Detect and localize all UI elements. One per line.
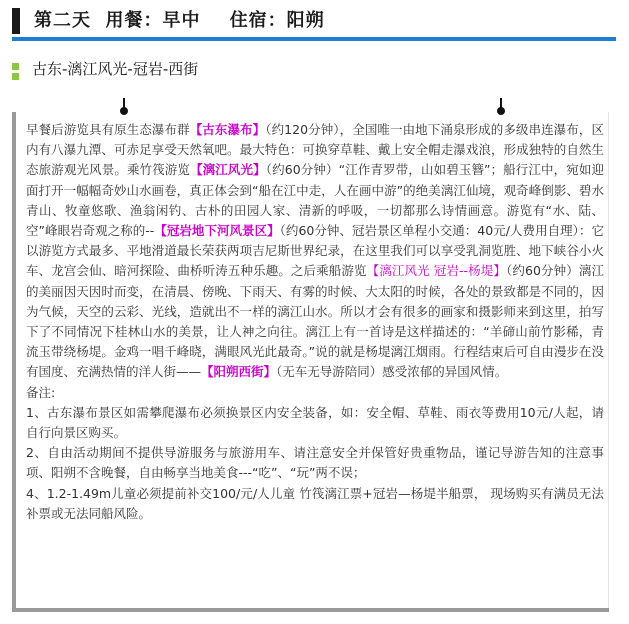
day-header — [0, 0, 629, 40]
itinerary-text — [26, 120, 604, 524]
frame-bottom-border — [12, 608, 609, 612]
itinerary-frame — [12, 112, 609, 612]
note-item-4: 4、1.2-1.49m儿童必须提前补交100/元/人儿童 竹筏漓江票+冠岩—杨堤半船票， 现场购买有满员无法补票或无法同船风险。 — [26, 485, 604, 521]
header-marker — [12, 8, 20, 34]
spot-lijiang-guanyan: 【漓江风光 冠岩--杨堤】 — [366, 263, 507, 279]
note-item-2: 2、自由活动期间不提供导游服务与旅游用车、请注意安全并保管好贵重物品，谨记导游告知的注意事项、阳朔不含晚餐，自由畅享当地美食---“吃”、“玩”两不误； — [26, 445, 604, 481]
spot-west-street: 【阳朔西街】 — [201, 364, 277, 380]
bullet-square-icon — [12, 63, 19, 70]
pin-marker-icon — [500, 98, 502, 111]
header-divider — [12, 37, 616, 41]
frame-right-border — [608, 112, 609, 608]
note-title: 备注: — [26, 384, 56, 400]
route-subheader — [12, 50, 616, 90]
pin-marker-icon — [123, 98, 125, 111]
spot-gudong: 【古东瀑布】 — [189, 122, 266, 137]
route-title: 古东-漓江风光-冠岩-西街 — [32, 60, 199, 78]
day-title: 第二天 用餐：早中 住宿：阳朔 — [34, 10, 325, 31]
spot-lijiang: 【漓江风光】 — [190, 162, 266, 178]
note-item-1: 1、古东瀑布景区如需攀爬瀑布必须换景区内安全装备，如：安全帽、草鞋、雨衣等费用10元/人起，请自行向景区购买。 — [26, 404, 604, 441]
bullet-square-icon — [12, 73, 19, 80]
itinerary-paragraph: 早餐后游览具有原生态瀑布群【古东瀑布】（约120分钟），全国唯一由地下涌泉形成的多级串连瀑布，区内有八瀑九潭、可赤足享受天然氧吧。最大特色：可换穿草鞋、戴上安全帽走瀑戏浪，形成独特的自然生态旅游观光风景。乘竹筏游览【漓江风光】（约60分钟）“江作青罗带，山如碧玉簪”；船行江中，宛如迎面打开一幅幅奇妙山水画卷，真正体会到“船在江中走，人在画中游”的绝美漓江仙境，观奇峰倒影、碧水青山、牧童悠歌、渔翁闲钓、古朴的田园人家、清新的呼吸，一切都那么诗情画意。游览有“水、陆、空”峰眼岩奇观之称的--【冠岩地下河风景区】（约60分钟、冠岩景区单程小交通：40元/人费用自理）：它以游览方式最多、平地滑道最长荣获两项吉尼斯世界纪录，在这里我们可以享受乳洞览胜、地下峡谷小火车、龙宫会仙、暗河探险、曲桥听涛五种乐趣。之后乘船游览【漓江风光 冠岩--杨堤】（约60分钟）漓江的美丽因天因时而变，在清晨、傍晚、下雨天、有雾的时候、大太阳的时候，各处的景致都是不同的，因为气候，天空的云彩、光线，造就出不一样的漓江山水。所以才会有很多的画家和摄影师来到这里，拍写下了不同情况下桂林山水的美景，让人神之向往。漓江上有一首诗是这样描述的：“羊碲山前竹影稀，青流玉带绕杨堤。金鸡一唱千峰晓，满眼风光此最奇。”说的就是杨堤漓江烟雨。行程结束后可自由漫步在没有国度、充满热情的洋人街——【阳朔西街】（无车无导游陪同）感受浓郁的异国风情。 — [26, 122, 604, 380]
spot-guanyan: 【冠岩地下河风景区】 — [154, 223, 280, 239]
frame-left-border — [12, 112, 16, 612]
